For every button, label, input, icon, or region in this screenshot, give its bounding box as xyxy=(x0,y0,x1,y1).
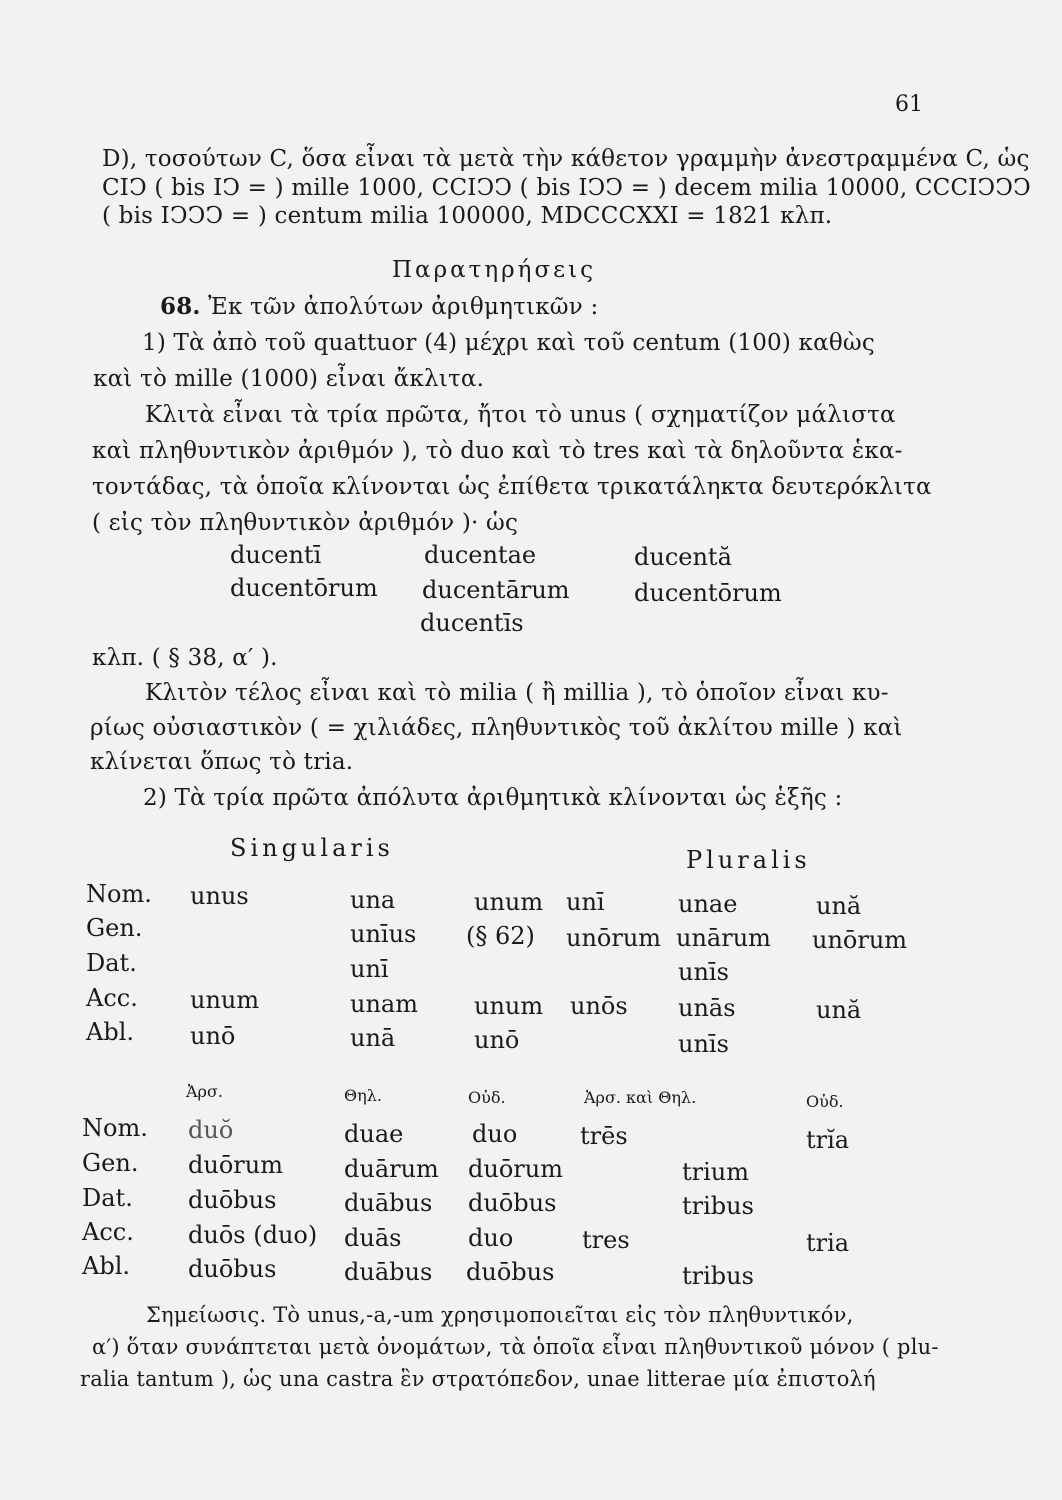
text-line: 2) Τὰ τρία πρῶτα ἀπόλυτα ἀριθμητικὰ κλίνονται ὡς ἑξῆς : xyxy=(143,785,843,811)
case-label: Nom. xyxy=(82,1114,148,1142)
unus-cell: unīs xyxy=(678,958,729,986)
duo-cell: duo xyxy=(468,1224,514,1252)
paragraph-line: 1) Τὰ ἀπὸ τοῦ quattuor (4) μέχρι καὶ τοῦ centum (100) καθὼς xyxy=(142,330,875,356)
column-header: Ἀρσ. καὶ Θηλ. xyxy=(584,1088,697,1107)
case-label: Acc. xyxy=(86,984,138,1012)
unus-cell: una xyxy=(350,886,396,914)
duo-cell: tres xyxy=(582,1226,630,1254)
case-label: Abl. xyxy=(82,1252,130,1280)
unus-cell: ună xyxy=(816,892,862,920)
paragraph-number: 68. xyxy=(160,293,201,320)
text-line: CIↃ ( bis IↃ = ) mille 1000, CCIↃↃ ( bis IↃↃ = ) decem milia 10000, CCCIↃↃↃ xyxy=(102,175,1031,201)
unus-cell: unum xyxy=(474,992,544,1020)
case-label: Abl. xyxy=(86,1018,134,1046)
unus-cell: unum xyxy=(190,986,260,1014)
duo-cell: trēs xyxy=(580,1122,628,1150)
unus-cell: unās xyxy=(678,994,736,1022)
duo-cell: duŏ xyxy=(188,1116,234,1144)
unus-cell: unō xyxy=(474,1026,520,1054)
case-label: Nom. xyxy=(86,880,152,908)
unus-cell: unārum xyxy=(676,924,771,952)
unus-cell: (§ 62) xyxy=(466,922,535,950)
case-label: Dat. xyxy=(86,949,137,977)
duo-cell: duae xyxy=(344,1120,404,1148)
duo-cell: duābus xyxy=(344,1189,433,1217)
column-header: Ἀρσ. xyxy=(186,1082,223,1101)
paragraph-text: Ἐκ τῶν ἀπολύτων ἀριθμητικῶν : xyxy=(200,294,599,320)
duo-cell: duōbus xyxy=(188,1255,277,1283)
duo-cell: duōbus xyxy=(468,1189,557,1217)
ducent-cell: ducentīs xyxy=(420,609,524,637)
ducent-cell: ducentī xyxy=(230,541,322,569)
pluralis-heading: Pluralis xyxy=(686,846,811,874)
page-number: 61 xyxy=(895,92,923,117)
section-heading: Παρατηρήσεις xyxy=(392,257,596,283)
unus-cell: unae xyxy=(678,890,738,918)
unus-cell: unīus xyxy=(350,920,417,948)
unus-cell: unus xyxy=(190,882,249,910)
duo-cell: duābus xyxy=(344,1258,433,1286)
column-header: Οὐδ. xyxy=(806,1092,844,1111)
unus-cell: unī xyxy=(350,955,389,983)
note-line: α′) ὅταν συνάπτεται μετὰ ὀνομάτων, τὰ ὁποῖα εἶναι πληθυντικοῦ μόνον ( plu- xyxy=(92,1335,939,1359)
note-line: Σημείωσις. Τὸ unus,-a,-um χρησιμοποιεῖται εἰς τὸν πληθυντικόν, xyxy=(146,1303,854,1327)
unus-cell: unōrum xyxy=(566,924,662,952)
duo-cell: trium xyxy=(682,1158,750,1186)
text-line: κλπ. ( § 38, α′ ). xyxy=(92,645,278,671)
case-label: Dat. xyxy=(82,1184,133,1212)
text-line: κλίνεται ὅπως τὸ tria. xyxy=(90,749,354,775)
column-header: Οὐδ. xyxy=(468,1088,506,1107)
text-line: D), τοσούτων C, ὅσα εἶναι τὰ μετὰ τὴν κάθετον γραμμὴν ἀνεστραμμένα C, ὡς xyxy=(102,146,1030,172)
text-line: ρίως οὐσιαστικὸν ( = χιλιάδες, πληθυντικὸς τοῦ ἀκλίτου mille ) καὶ xyxy=(90,715,903,741)
unus-cell: unō xyxy=(190,1022,236,1050)
duo-cell: tribus xyxy=(682,1192,754,1220)
unus-cell: unōrum xyxy=(812,926,908,954)
unus-cell: unā xyxy=(350,1024,396,1052)
duo-cell: duōs (duo) xyxy=(188,1221,318,1249)
duo-cell: tribus xyxy=(682,1262,754,1290)
ducent-cell: ducentă xyxy=(634,543,732,571)
note-line: ralia tantum ), ὡς una castra ἓν στρατόπεδον, unae litterae μία ἐπιστολή xyxy=(80,1367,876,1391)
unus-cell: ună xyxy=(816,996,862,1024)
unus-cell: unī xyxy=(566,888,605,916)
paragraph-line: ( εἰς τὸν πληθυντικὸν ἀριθμόν )· ὡς xyxy=(92,510,519,536)
paragraph-line xyxy=(160,293,598,320)
duo-cell: duās xyxy=(344,1224,402,1252)
column-header: Θηλ. xyxy=(344,1086,382,1105)
duo-cell: duōbus xyxy=(466,1258,555,1286)
singularis-heading: Singularis xyxy=(230,834,394,862)
text-line: ( bis IↃↃↃ = ) centum milia 100000, MDCCCXXI = 1821 κλπ. xyxy=(102,203,833,229)
text-line: Κλιτὸν τέλος εἶναι καὶ τὸ milia ( ἢ millia ), τὸ ὁποῖον εἶναι κυ- xyxy=(145,680,889,706)
ducent-cell: ducentae xyxy=(424,541,537,569)
duo-cell: duōrum xyxy=(468,1155,563,1183)
case-label: Gen. xyxy=(82,1149,139,1177)
unus-cell: unōs xyxy=(570,992,628,1020)
ducent-cell: ducentārum xyxy=(422,576,570,604)
paragraph-line: τοντάδας, τὰ ὁποῖα κλίνονται ὡς ἐπίθετα τρικατάληκτα δευτερόκλιτα xyxy=(92,474,932,500)
duo-cell: duōbus xyxy=(188,1186,277,1214)
duo-cell: duārum xyxy=(344,1155,439,1183)
ducent-cell: ducentōrum xyxy=(634,579,782,607)
case-label: Gen. xyxy=(86,914,143,942)
paragraph-line: Κλιτὰ εἶναι τὰ τρία πρῶτα, ἤτοι τὸ unus ( σχηματίζον μάλιστα xyxy=(145,402,896,428)
unus-cell: unīs xyxy=(678,1030,729,1058)
duo-cell: duōrum xyxy=(188,1151,283,1179)
paragraph-line: καὶ τὸ mille (1000) εἶναι ἄκλιτα. xyxy=(93,366,485,392)
unus-cell: unam xyxy=(350,990,418,1018)
case-label: Acc. xyxy=(82,1218,134,1246)
ducent-cell: ducentōrum xyxy=(230,574,378,602)
duo-cell: tria xyxy=(806,1229,850,1257)
duo-cell: trĭa xyxy=(806,1126,850,1154)
duo-cell: duo xyxy=(472,1120,518,1148)
unus-cell: unum xyxy=(474,888,544,916)
paragraph-line: καὶ πληθυντικὸν ἀριθμόν ), τὸ duo καὶ τὸ tres καὶ τὰ δηλοῦντα ἑκα- xyxy=(92,438,903,464)
